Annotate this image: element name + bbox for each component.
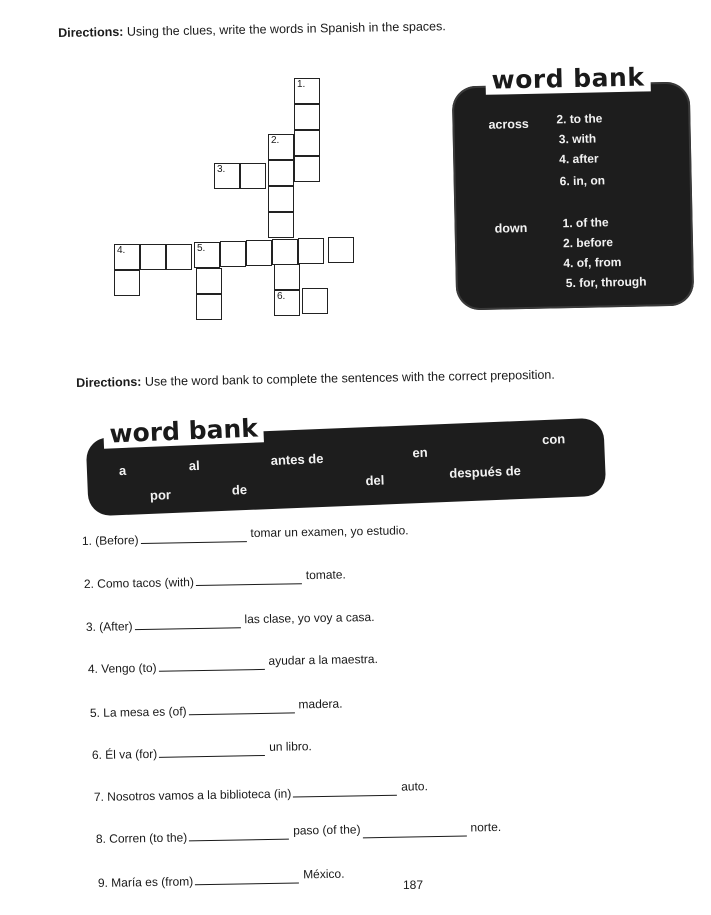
sentence-text: 5. La mesa es (of)	[89, 704, 187, 720]
sentence-text: un libro.	[269, 739, 312, 754]
answer-blank[interactable]	[159, 668, 265, 672]
clue-number-6: 6.	[277, 291, 286, 302]
crossword-cell[interactable]	[328, 237, 354, 263]
sentence-7	[93, 779, 428, 804]
sentence-text: 4. Vengo (to)	[87, 660, 157, 676]
sentence-text: madera.	[298, 696, 343, 712]
sentence-2	[83, 567, 346, 591]
directions-text: Using the clues, write the words in Spanish in the spaces.	[126, 19, 446, 39]
word-bank-word: del	[365, 472, 385, 489]
sentence-text: auto.	[401, 779, 428, 794]
sentence-text: 6. Él va (for)	[91, 746, 158, 762]
word-bank-word: a	[118, 462, 127, 479]
sentence-4	[87, 651, 378, 676]
crossword-cell[interactable]	[166, 244, 192, 270]
across-label: across	[488, 116, 529, 132]
crossword-cell[interactable]	[294, 104, 320, 130]
down-clue: 4. of, from	[563, 255, 622, 271]
crossword-cell[interactable]	[274, 264, 300, 290]
sentence-6	[91, 739, 312, 762]
down-clue: 2. before	[562, 235, 614, 251]
crossword-cell[interactable]	[294, 156, 320, 182]
sentence-text: 3. (After)	[85, 619, 133, 634]
crossword-cell[interactable]	[240, 163, 266, 189]
crossword-cell[interactable]	[274, 290, 300, 316]
sentence-text: 9. María es (from)	[97, 874, 194, 890]
crossword-cell[interactable]	[220, 241, 246, 267]
answer-blank[interactable]	[189, 838, 289, 842]
answer-blank[interactable]	[189, 711, 295, 715]
crossword-cell[interactable]	[298, 238, 324, 264]
crossword-cell[interactable]	[294, 130, 320, 156]
crossword-cell[interactable]	[140, 244, 166, 270]
sentence-text: 8. Corren (to the)	[95, 830, 188, 846]
answer-blank[interactable]	[135, 626, 241, 630]
sentence-text: 2. Como tacos (with)	[83, 575, 195, 591]
across-clue: 3. with	[558, 131, 597, 147]
word-bank-word: en	[412, 444, 428, 461]
word-bank-word: con	[541, 431, 566, 448]
word-bank-word: antes de	[270, 450, 324, 469]
word-bank-clues	[452, 62, 695, 311]
answer-blank[interactable]	[159, 754, 265, 758]
crossword-cell[interactable]	[268, 186, 294, 212]
answer-blank[interactable]	[195, 881, 299, 885]
crossword-cell[interactable]	[214, 163, 240, 189]
down-label: down	[494, 220, 528, 236]
sentence-text: 1. (Before)	[81, 533, 139, 548]
word-bank-title: word bank	[103, 413, 264, 448]
sentence-text: tomate.	[305, 567, 346, 583]
directions-crossword	[58, 19, 446, 40]
crossword-cell[interactable]	[246, 240, 272, 266]
page-number: 187	[403, 878, 424, 892]
crossword-cell[interactable]	[294, 78, 320, 104]
crossword-cell[interactable]	[302, 288, 328, 314]
directions-text: Use the word bank to complete the sentences with the correct preposition.	[144, 367, 555, 389]
crossword-cell[interactable]	[268, 160, 294, 186]
clue-number-1: 1.	[297, 79, 306, 90]
crossword-cell[interactable]	[114, 270, 140, 296]
word-bank-word: al	[188, 457, 200, 474]
sentence-3	[85, 609, 375, 634]
clue-number-2: 2.	[271, 135, 280, 146]
directions-prepositions	[76, 368, 555, 390]
sentence-text: 7. Nosotros vamos a la biblioteca (in)	[93, 786, 292, 804]
word-bank-prepositions	[86, 413, 607, 517]
crossword-cell[interactable]	[196, 294, 222, 320]
sentence-1	[81, 523, 409, 548]
sentence-5	[89, 696, 343, 720]
crossword-cell[interactable]	[194, 242, 220, 268]
answer-blank[interactable]	[141, 540, 247, 544]
sentence-text: las clase, yo voy a casa.	[244, 609, 375, 627]
sentence-9	[97, 866, 345, 890]
crossword-cell[interactable]	[268, 212, 294, 238]
word-bank-word: por	[149, 487, 172, 503]
sentence-text: tomar un examen, yo estudio.	[250, 523, 409, 541]
answer-blank[interactable]	[363, 835, 467, 839]
directions-label: Directions:	[76, 374, 142, 390]
directions-label: Directions:	[58, 24, 124, 40]
across-clue: 2. to the	[556, 111, 603, 127]
sentence-text: paso (of the)	[293, 822, 361, 838]
down-clue: 5. for, through	[565, 274, 647, 291]
down-clue: 1. of the	[562, 215, 609, 231]
sentence-text: México.	[302, 866, 345, 882]
clue-number-5: 5.	[197, 243, 206, 254]
word-bank-word: de	[231, 481, 248, 498]
clue-number-3: 3.	[217, 164, 226, 175]
crossword-cell[interactable]	[268, 134, 294, 160]
word-bank-title: word bank	[485, 62, 650, 94]
sentence-8	[95, 819, 502, 846]
answer-blank[interactable]	[196, 582, 302, 586]
across-clue: 6. in, on	[559, 173, 606, 189]
sentence-text: norte.	[470, 819, 502, 835]
word-bank-word: después de	[449, 462, 522, 481]
sentence-text: ayudar a la maestra.	[268, 651, 378, 668]
answer-blank[interactable]	[293, 794, 397, 798]
across-clue: 4. after	[559, 151, 599, 167]
crossword-cell[interactable]	[114, 244, 140, 270]
crossword-cell[interactable]	[272, 239, 298, 265]
crossword-cell[interactable]	[196, 268, 222, 294]
clue-number-4: 4.	[117, 245, 126, 256]
